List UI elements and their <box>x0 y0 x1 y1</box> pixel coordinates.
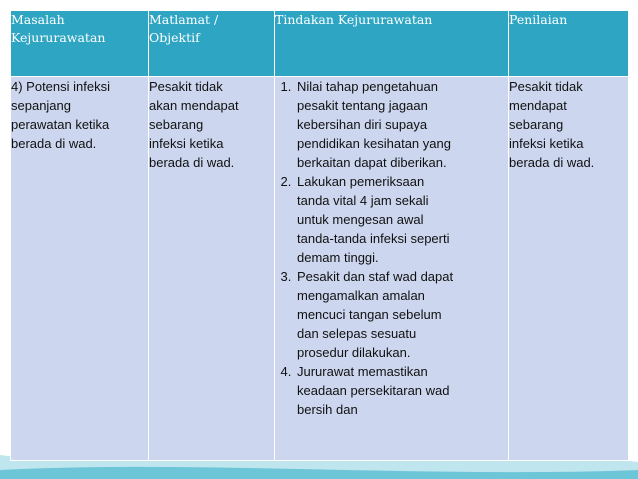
tindakan-list <box>275 77 508 419</box>
cell-masalah <box>11 77 149 461</box>
cell-penilaian <box>509 77 629 461</box>
cell-matlamat <box>149 77 275 461</box>
table-header-row <box>11 11 629 77</box>
tindakan-item-2: 2. Lakukan pemeriksaan tanda vital 4 jam sekali untuk mengesan awal tanda-tanda infeksi seperti demam tinggi. <box>295 172 508 267</box>
tindakan-item-4: 4. Jururawat memastikan keadaan persekitaran wad bersih dan <box>295 362 508 419</box>
cell-tindakan <box>275 77 509 461</box>
header-matlamat: Matlamat / Objektif <box>149 11 275 77</box>
header-masalah: Masalah Kejururawatan <box>11 11 149 77</box>
matlamat-text: Pesakit tidak akan mendapat sebarang infeksi ketika berada di wad. <box>149 79 239 170</box>
table-row <box>11 77 629 461</box>
tindakan-item-3: 3. Pesakit dan staf wad dapat mengamalkan amalan mencuci tangan sebelum dan selepas sesuatu prosedur dilakukan. <box>295 267 508 362</box>
header-penilaian: Penilaian <box>509 11 629 77</box>
nursing-care-plan-table <box>10 10 629 461</box>
penilaian-text: Pesakit tidak mendapat sebarang infeksi ketika berada di wad. <box>509 79 595 170</box>
header-tindakan: Tindakan Kejururawatan <box>275 11 509 77</box>
masalah-text: 4) Potensi infeksi sepanjang perawatan ketika berada di wad. <box>11 79 110 151</box>
tindakan-item-1: 1. Nilai tahap pengetahuan pesakit tentang jagaan kebersihan diri supaya pendidikan kesihatan yang berkaitan dapat diberikan. <box>295 77 508 172</box>
